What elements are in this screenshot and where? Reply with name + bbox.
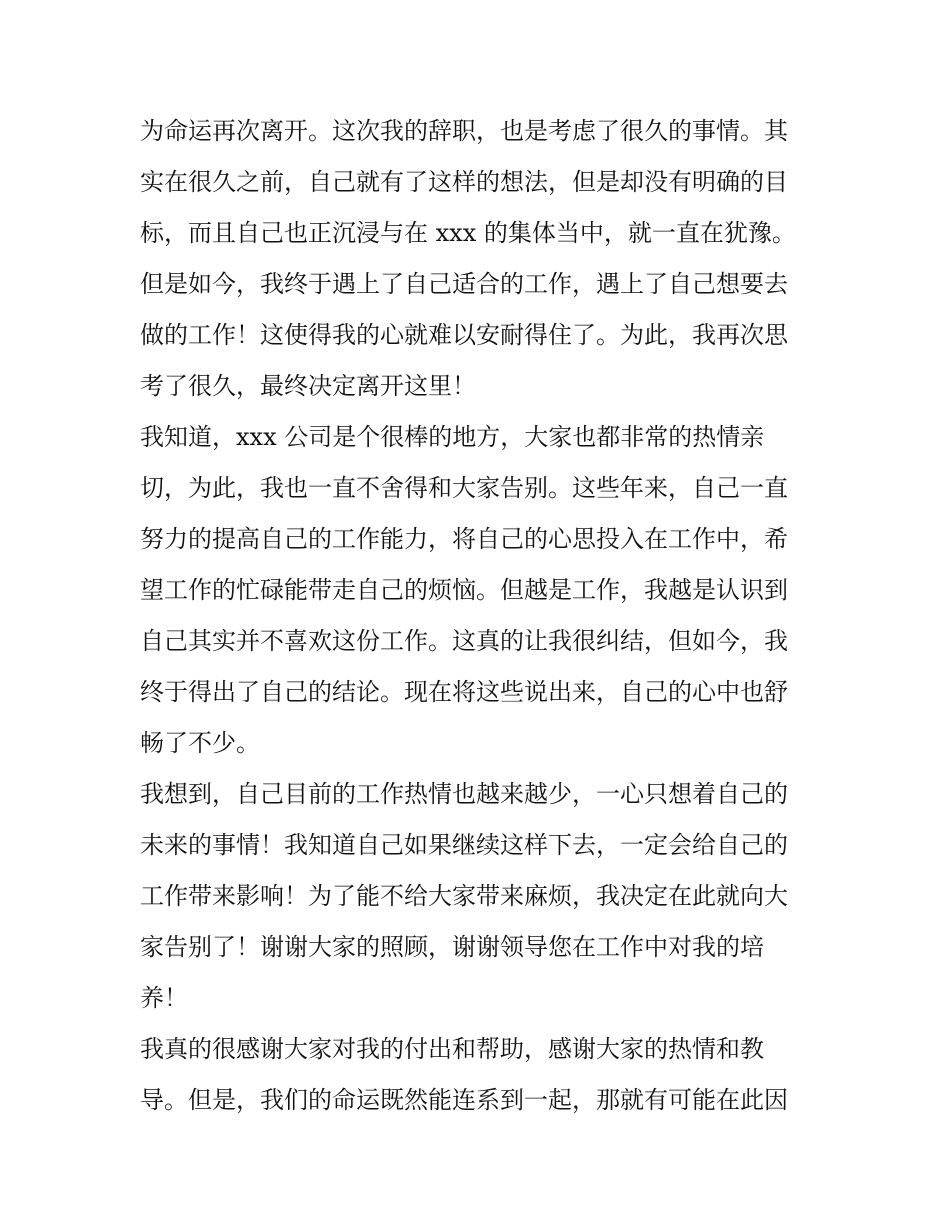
text-line: 畅了不少。 (140, 729, 260, 757)
text-line: 我想到，自己目前的工作热情也越来越少，一心只想着自己的 (140, 780, 788, 808)
text-line: 自己其实并不喜欢这份工作。这真的让我很纠结，但如今，我 (140, 627, 788, 655)
text-line: 终于得出了自己的结论。现在将这些说出来，自己的心中也舒 (140, 678, 788, 706)
text-line: 标，而且自己也正沉浸与在 xxx 的集体当中，就一直在犹豫。 (140, 219, 796, 247)
text-line: 养！ (140, 984, 188, 1012)
text-line: 努力的提高自己的工作能力，将自己的心思投入在工作中，希 (140, 525, 788, 553)
text-line: 我真的很感谢大家对我的付出和帮助，感谢大家的热情和教 (140, 1035, 764, 1063)
text-line: 考了很久，最终决定离开这里！ (140, 372, 476, 400)
letter-body (140, 106, 820, 1126)
text-line: 为命运再次离开。这次我的辞职，也是考虑了很久的事情。其 (140, 117, 788, 145)
text-line: 导。但是，我们的命运既然能连系到一起，那就有可能在此因 (140, 1086, 788, 1114)
text-line: 实在很久之前，自己就有了这样的想法，但是却没有明确的目 (140, 168, 788, 196)
text-line: 做的工作！这使得我的心就难以安耐得住了。为此，我再次思 (140, 321, 788, 349)
text-line: 我知道，xxx 公司是个很棒的地方，大家也都非常的热情亲 (140, 423, 765, 451)
text-line: 但是如今，我终于遇上了自己适合的工作，遇上了自己想要去 (140, 270, 788, 298)
text-line: 工作带来影响！为了能不给大家带来麻烦，我决定在此就向大 (140, 882, 788, 910)
text-line: 家告别了！谢谢大家的照顾，谢谢领导您在工作中对我的培 (140, 933, 764, 961)
text-line: 未来的事情！我知道自己如果继续这样下去，一定会给自己的 (140, 831, 788, 859)
text-line: 望工作的忙碌能带走自己的烦恼。但越是工作，我越是认识到 (140, 576, 788, 604)
text-line: 切，为此，我也一直不舍得和大家告别。这些年来，自己一直 (140, 474, 788, 502)
